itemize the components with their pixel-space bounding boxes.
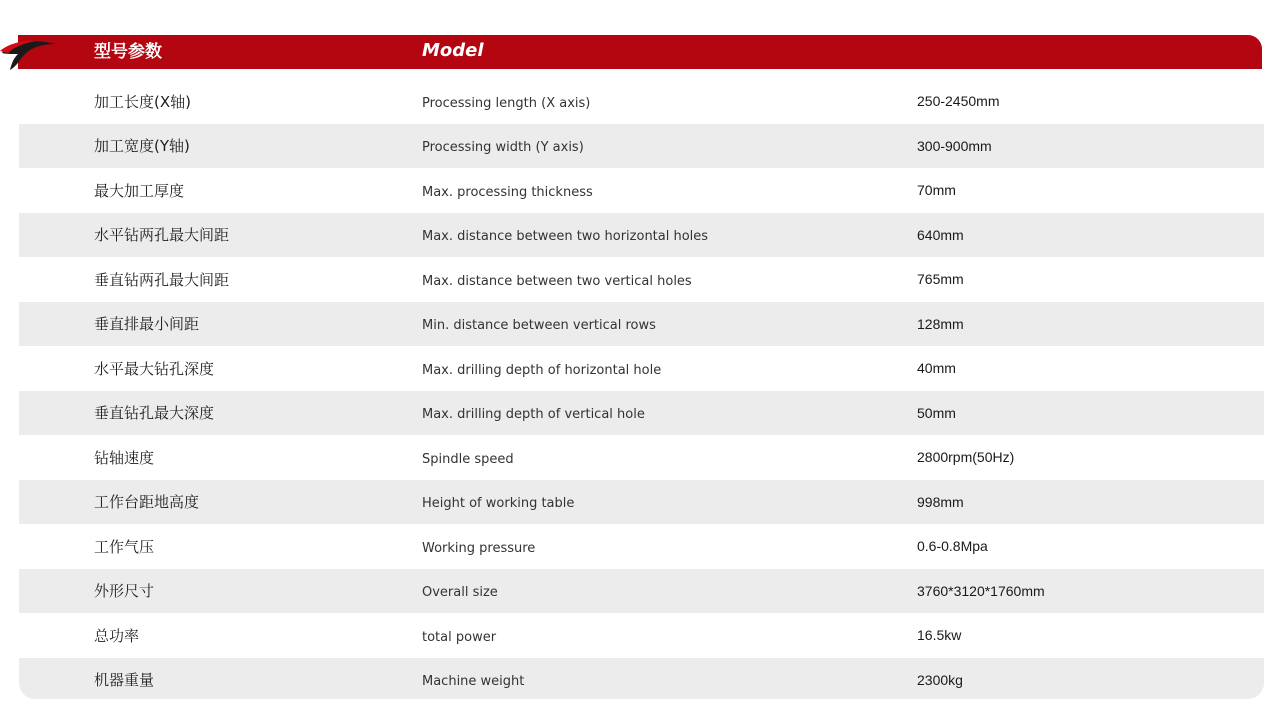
param-name-cn: 加工宽度(Y轴) (94, 137, 190, 156)
param-name-cn: 机器重量 (94, 671, 155, 690)
table-row (19, 524, 1264, 569)
param-value: 0.6-0.8Mpa (917, 538, 988, 555)
param-name-en: total power (422, 629, 497, 645)
param-name-en: Max. drilling depth of horizontal hole (422, 362, 662, 378)
param-name-en: Max. drilling depth of vertical hole (422, 407, 645, 423)
param-name-cn: 工作气压 (94, 537, 155, 556)
param-name-en: Spindle speed (422, 451, 514, 467)
param-value: 70mm (917, 182, 956, 199)
param-value: 16.5kw (917, 627, 962, 644)
table-row (19, 124, 1264, 169)
param-name-cn: 加工长度(X轴) (94, 92, 191, 111)
param-name-en: Max. distance between two vertical holes (422, 273, 692, 289)
param-value: 2300kg (917, 671, 963, 688)
param-name-en: Processing width (Y axis) (422, 140, 584, 156)
param-name-cn: 最大加工厚度 (94, 181, 185, 200)
param-name-cn: 外形尺寸 (94, 582, 155, 601)
param-value: 50mm (917, 404, 956, 421)
spec-table (19, 79, 1264, 699)
table-row (19, 480, 1264, 525)
param-value: 250-2450mm (917, 93, 1000, 110)
param-name-cn: 水平最大钻孔深度 (94, 359, 215, 378)
param-value: 3760*3120*1760mm (917, 582, 1045, 599)
param-name-cn: 工作台距地高度 (94, 493, 200, 512)
param-name-en: Machine weight (422, 674, 525, 690)
param-value: 998mm (917, 493, 964, 510)
table-row (19, 658, 1264, 700)
param-name-en: Working pressure (422, 540, 536, 556)
param-name-en: Max. processing thickness (422, 184, 593, 200)
param-name-cn: 垂直钻两孔最大间距 (94, 270, 230, 289)
header-bar (18, 35, 1262, 69)
table-row (19, 613, 1264, 658)
param-name-en: Overall size (422, 585, 498, 601)
param-name-en: Height of working table (422, 496, 575, 512)
param-name-cn: 钻轴速度 (94, 448, 155, 467)
param-value: 640mm (917, 226, 964, 243)
table-row (19, 346, 1264, 391)
param-value: 300-900mm (917, 137, 992, 154)
param-name-en: Max. distance between two horizontal holes (422, 229, 709, 245)
param-value: 2800rpm(50Hz) (917, 449, 1015, 466)
param-value: 40mm (917, 360, 956, 377)
header-title-en: Model (422, 40, 484, 61)
param-value: 128mm (917, 315, 964, 332)
param-name-cn: 水平钻两孔最大间距 (94, 226, 230, 245)
swoosh-logo-icon (0, 36, 60, 70)
header-title-cn: 型号参数 (94, 42, 162, 62)
param-name-cn: 垂直排最小间距 (94, 315, 200, 334)
param-name-en: Min. distance between vertical rows (422, 318, 656, 334)
param-value: 765mm (917, 271, 964, 288)
table-row (19, 79, 1264, 124)
param-name-en: Processing length (X axis) (422, 95, 591, 111)
table-row (19, 391, 1264, 436)
table-row (19, 213, 1264, 258)
param-name-cn: 总功率 (94, 626, 140, 645)
param-name-cn: 垂直钻孔最大深度 (94, 404, 215, 423)
table-row (19, 569, 1264, 614)
table-row (19, 302, 1264, 347)
table-row (19, 168, 1264, 213)
table-row (19, 257, 1264, 302)
table-row (19, 435, 1264, 480)
